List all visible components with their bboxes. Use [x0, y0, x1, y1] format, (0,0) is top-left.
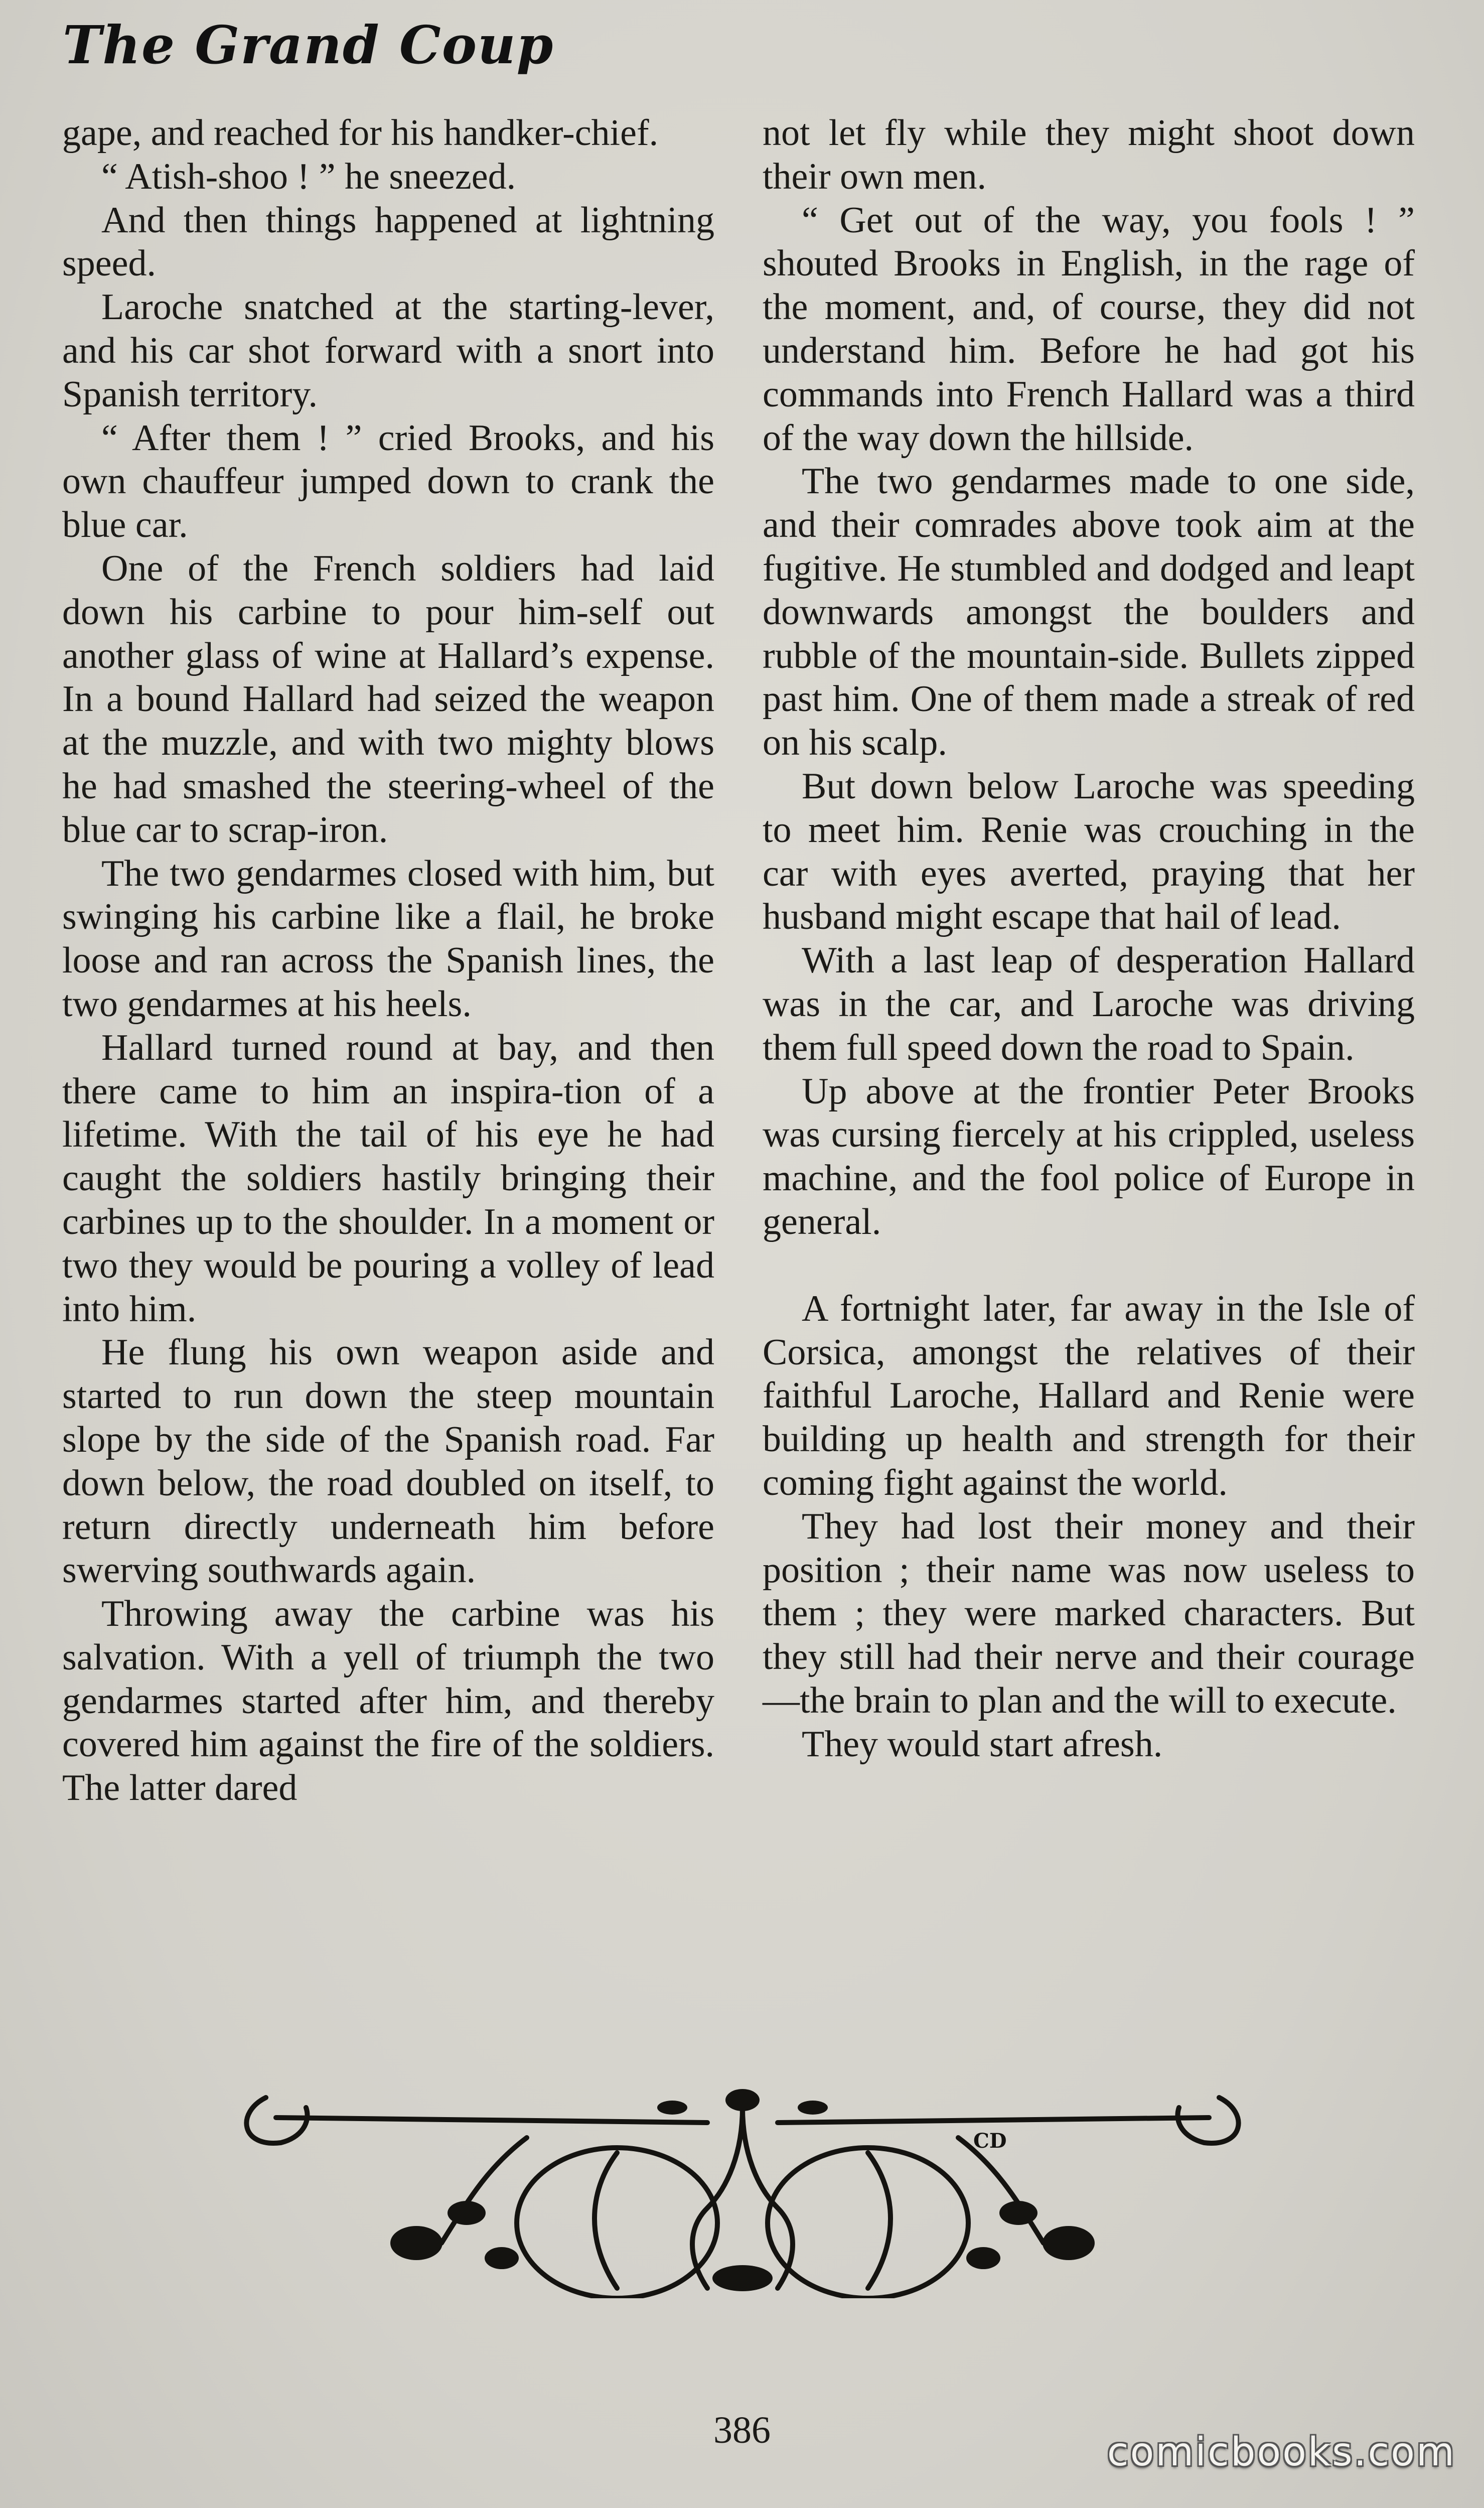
paragraph: not let fly while they might shoot down their own men. — [763, 112, 1415, 197]
paragraph: He flung his own weapon aside and started to run down the steep mountain slope by the side of the Spanish road. Far down below, the road doubled on itself, to return directly underneath him before swerving southwards again. — [62, 1332, 714, 1591]
paragraph: “ After them ! ” cried Brooks, and his own chauffeur jumped down to crank the blue car. — [62, 417, 714, 546]
site-watermark: comicbooks.com — [1107, 2430, 1456, 2475]
paragraph: gape, and reached for his handker-chief. — [62, 112, 659, 154]
paragraph: “ Get out of the way, you fools ! ” shouted Brooks in English, in the rage of the moment, and, of course, they did not understand him. Before he had got his commands into French Hallard was a third of the way down the hillside. — [763, 199, 1415, 459]
paragraph: “ Atish-shoo ! ” he sneezed. — [101, 156, 516, 197]
left-text-column — [62, 111, 714, 1810]
paragraph: But down below Laroche was speeding to meet him. Renie was crouching in the car with eyes averted, praying that her husband might escape that hail of lead. — [763, 765, 1415, 938]
paragraph: Hallard turned round at bay, and then there came to him an inspira-tion of a lifetime. With the tail of his eye he had caught the soldiers hastily bringing their carbines up to the shoulder. In a moment or two they would be pouring a volley of lead into him. — [62, 1027, 714, 1330]
paragraph: And then things happened at lightning speed. — [62, 199, 714, 285]
right-text-column — [763, 111, 1415, 1766]
paragraph: The two gendarmes made to one side, and their comrades above took aim at the fugitive. He stumbled and dodged and leapt downwards amongst the boulders and rubble of the mountain-side. Bullets zipped past him. One of them made a streak of red on his scalp. — [763, 461, 1415, 764]
paragraph: One of the French soldiers had laid down his carbine to pour him-self out another glass of wine at Hallard’s expense. In a bound Hallard had seized the weapon at the muzzle, and with two mighty blows he had smashed the steering-wheel of the blue car to scrap-iron. — [62, 547, 714, 851]
ornament-monogram: CD — [973, 2129, 1007, 2153]
paragraph: With a last leap of desperation Hallard was in the car, and Laroche was driving them full speed down the road to Spain. — [763, 940, 1415, 1068]
floral-tailpiece-ornament — [206, 2077, 1279, 2298]
paragraph: Laroche snatched at the starting-lever, and his car shot forward with a snort into Spanish territory. — [62, 287, 714, 415]
page-number: 386 — [713, 2409, 771, 2451]
paragraph: Up above at the frontier Peter Brooks was cursing fiercely at his crippled, useless machine, and the fool police of Europe in general. — [763, 1070, 1415, 1242]
paragraph: They would start afresh. — [802, 1723, 1163, 1765]
paragraph: Throwing away the carbine was his salvation. With a yell of triumph the two gendarmes started after him, and thereby covered him against the fire of the soldiers. The latter dared — [62, 1593, 714, 1809]
paragraph: The two gendarmes closed with him, but swinging his carbine like a flail, he broke loose and ran across the Spanish lines, the two gendarmes at his heels. — [62, 853, 714, 1025]
paragraph: A fortnight later, far away in the Isle of Corsica, amongst the relatives of their faithful Laroche, Hallard and Renie were building up health and strength for their coming fight against the world. — [763, 1288, 1415, 1503]
running-title: The Grand Coup — [63, 14, 554, 76]
paragraph: They had lost their money and their position ; their name was now useless to them ; they were marked characters. But they still had their nerve and their courage—the brain to plan and the will to execute. — [763, 1505, 1415, 1721]
